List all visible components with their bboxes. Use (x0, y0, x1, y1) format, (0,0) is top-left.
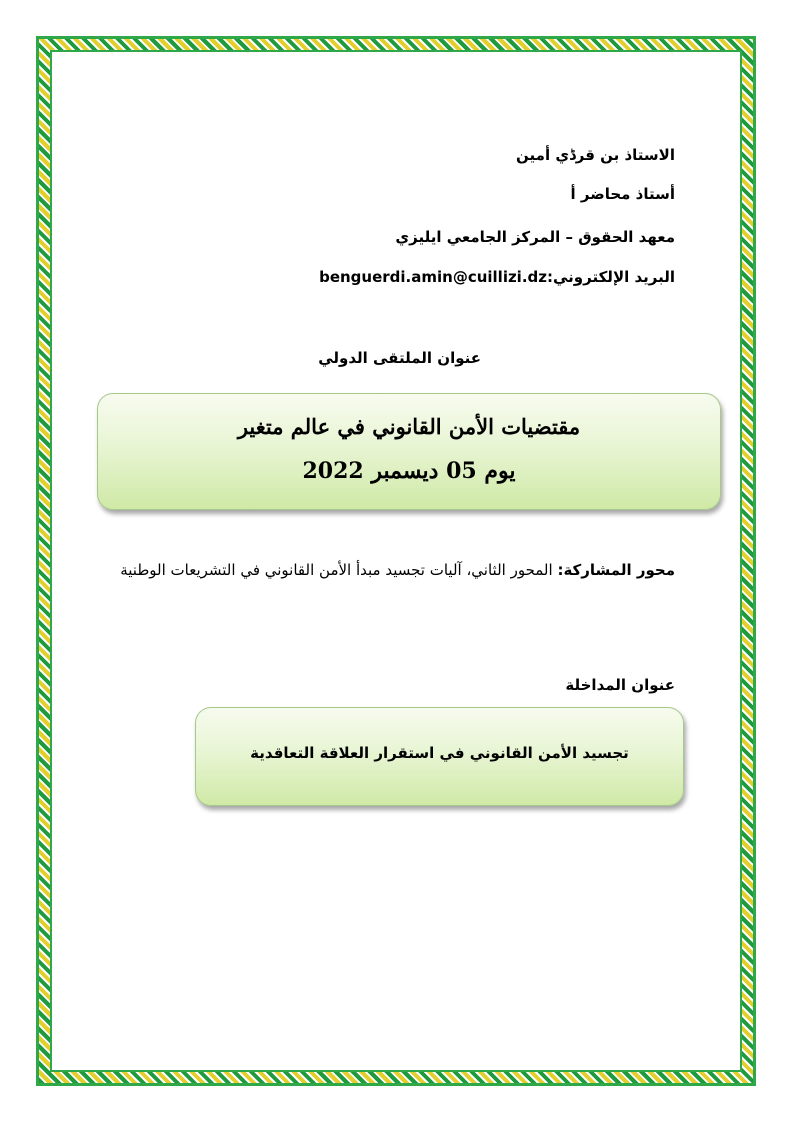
email-address: benguerdi.amin@cuillizi.dz (319, 268, 547, 286)
intervention-label: عنوان المداخلة (565, 676, 675, 694)
author-email-line (319, 268, 675, 286)
intervention-title: تجسيد الأمن القانوني في استقرار العلاقة التعاقدية (250, 744, 629, 762)
conference-box (97, 393, 721, 510)
author-affiliation: معهد الحقوق – المركز الجامعي ايليزي (395, 228, 675, 246)
conference-title: مقتضيات الأمن القانوني في عالم متغير (237, 414, 581, 439)
participation-label: محور المشاركة: (557, 561, 675, 579)
conference-date: يوم 05 ديسمبر 2022 (302, 458, 516, 484)
participation-text: المحور الثاني، آليات تجسيد مبدأ الأمن القانوني في التشريعات الوطنية (120, 561, 553, 579)
author-rank: أستاذ محاضر أ (570, 185, 675, 203)
email-label: البريد الإلكتروني: (547, 268, 675, 286)
intervention-box (195, 707, 684, 806)
participation-axis (118, 550, 675, 590)
conference-label: عنوان الملتقى الدولي (318, 349, 481, 367)
author-name: الاستاذ بن قرڈي أمين (516, 146, 675, 164)
